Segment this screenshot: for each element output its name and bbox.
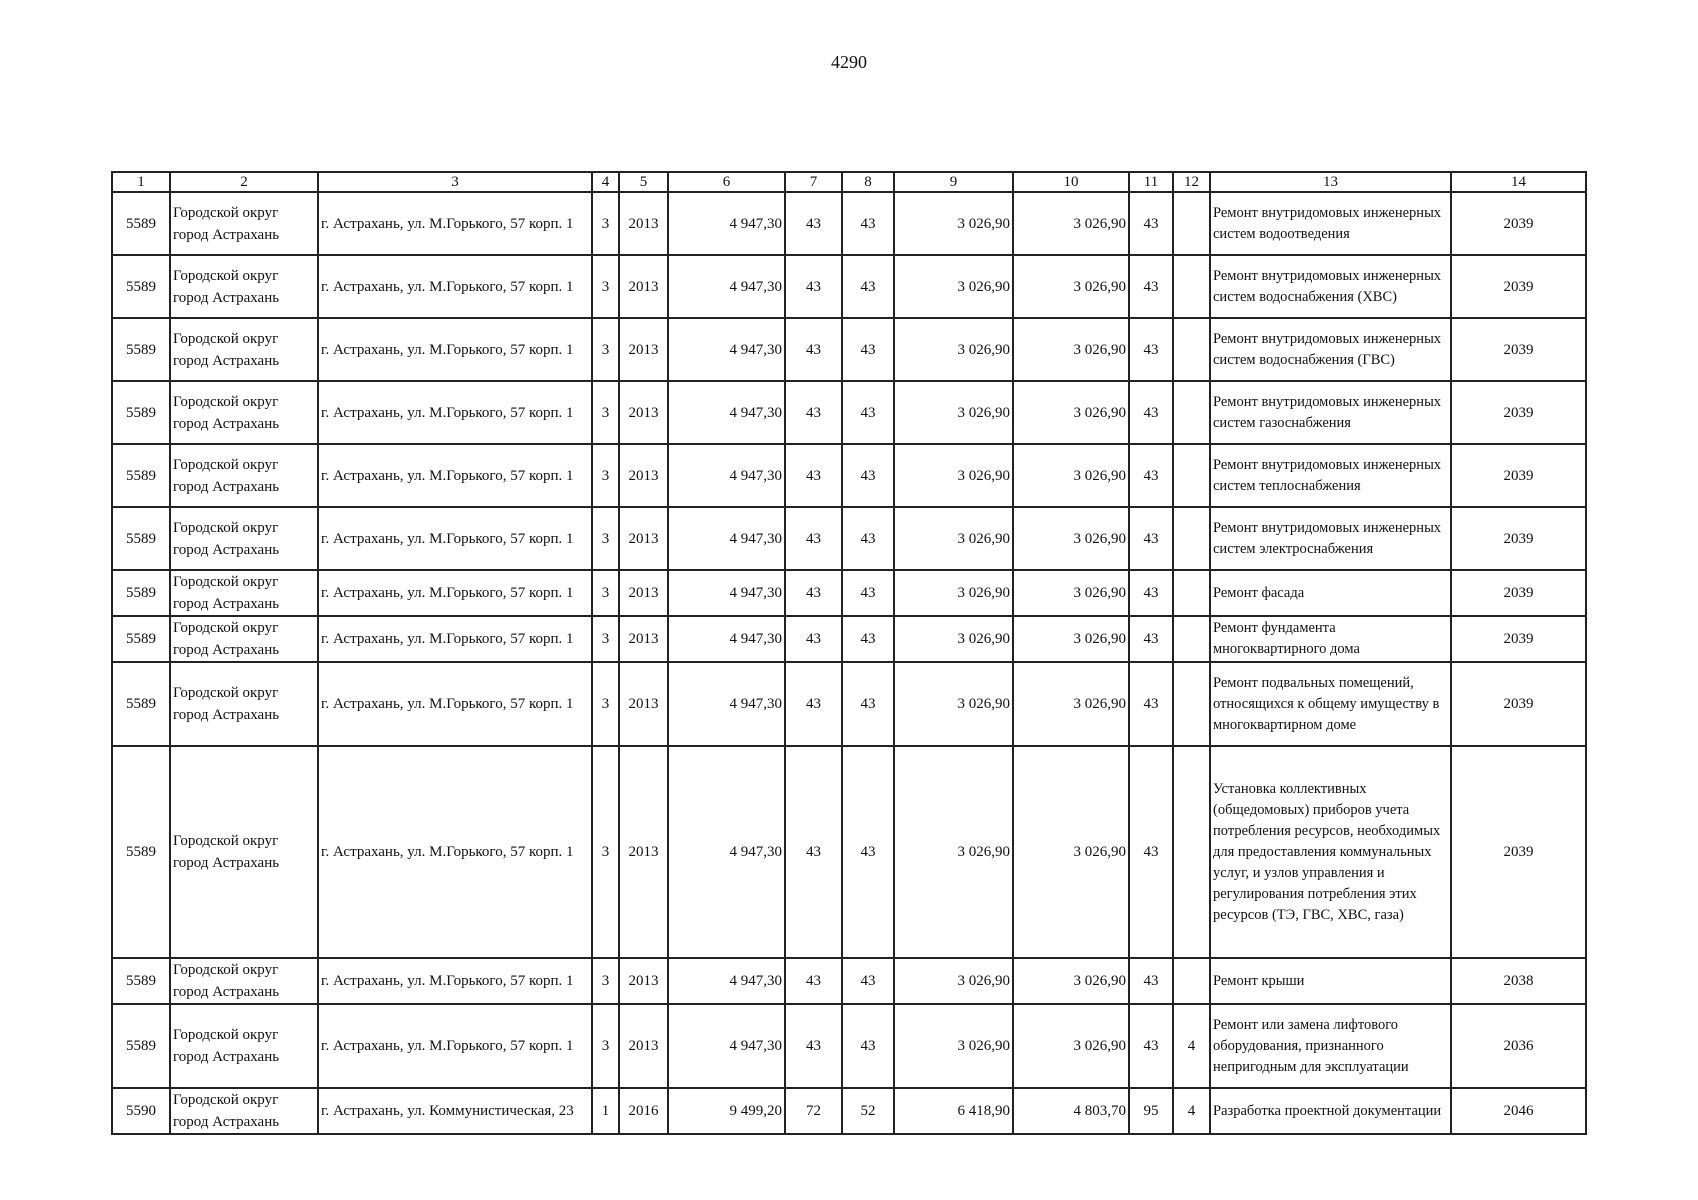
cell-row-number: 5589 xyxy=(112,662,170,746)
cell-col-11: 43 xyxy=(1129,746,1173,958)
col-header: 5 xyxy=(619,172,668,192)
table-row xyxy=(112,958,1586,1004)
cell-col-12 xyxy=(1173,381,1210,444)
cell-work-type: Ремонт внутридомовых инженерных систем электроснабжения xyxy=(1210,507,1451,570)
cell-col-12 xyxy=(1173,746,1210,958)
cell-year: 2013 xyxy=(619,958,668,1004)
cell-address: г. Астрахань, ул. М.Горького, 57 корп. 1 xyxy=(318,570,592,616)
cell-area-total: 4 947,30 xyxy=(668,507,785,570)
cell-col-11: 43 xyxy=(1129,255,1173,318)
table-row xyxy=(112,255,1586,318)
cell-col-8: 43 xyxy=(842,255,894,318)
col-header: 6 xyxy=(668,172,785,192)
cell-work-type: Установка коллективных (общедомовых) приборов учета потребления ресурсов, необходимых для предоставления коммунальных услуг, и узлов управления и регулирования потребления этих ресурсов (ТЭ, ГВС, ХВС, газа) xyxy=(1210,746,1451,958)
cell-col-12 xyxy=(1173,616,1210,662)
cell-planned-year: 2039 xyxy=(1451,192,1586,255)
cell-planned-year: 2036 xyxy=(1451,1004,1586,1088)
cell-col-8: 43 xyxy=(842,507,894,570)
cell-area-total: 4 947,30 xyxy=(668,318,785,381)
cell-area-10: 3 026,90 xyxy=(1013,1004,1129,1088)
cell-municipality: Городской округ город Астрахань xyxy=(170,381,318,444)
page-number: 4290 xyxy=(831,52,867,72)
cell-col-8: 43 xyxy=(842,958,894,1004)
table-row xyxy=(112,1088,1586,1134)
cell-area-9: 3 026,90 xyxy=(894,381,1013,444)
col-header: 11 xyxy=(1129,172,1173,192)
cell-area-10: 3 026,90 xyxy=(1013,318,1129,381)
cell-area-9: 3 026,90 xyxy=(894,192,1013,255)
cell-municipality: Городской округ город Астрахань xyxy=(170,507,318,570)
cell-address: г. Астрахань, ул. М.Горького, 57 корп. 1 xyxy=(318,444,592,507)
cell-planned-year: 2039 xyxy=(1451,746,1586,958)
cell-year: 2013 xyxy=(619,255,668,318)
cell-col-7: 43 xyxy=(785,746,842,958)
cell-area-10: 3 026,90 xyxy=(1013,746,1129,958)
cell-area-total: 4 947,30 xyxy=(668,958,785,1004)
cell-col-11: 95 xyxy=(1129,1088,1173,1134)
cell-planned-year: 2038 xyxy=(1451,958,1586,1004)
cell-planned-year: 2039 xyxy=(1451,570,1586,616)
cell-municipality: Городской округ город Астрахань xyxy=(170,662,318,746)
cell-work-type: Разработка проектной документации xyxy=(1210,1088,1451,1134)
table-row xyxy=(112,746,1586,958)
cell-area-10: 3 026,90 xyxy=(1013,507,1129,570)
col-header: 3 xyxy=(318,172,592,192)
cell-col-4: 3 xyxy=(592,444,619,507)
cell-col-11: 43 xyxy=(1129,444,1173,507)
cell-municipality: Городской округ город Астрахань xyxy=(170,1004,318,1088)
col-header: 9 xyxy=(894,172,1013,192)
cell-area-10: 3 026,90 xyxy=(1013,381,1129,444)
cell-area-9: 3 026,90 xyxy=(894,662,1013,746)
cell-col-12 xyxy=(1173,255,1210,318)
table-row xyxy=(112,381,1586,444)
cell-address: г. Астрахань, ул. М.Горького, 57 корп. 1 xyxy=(318,507,592,570)
cell-municipality: Городской округ город Астрахань xyxy=(170,1088,318,1134)
cell-year: 2013 xyxy=(619,444,668,507)
cell-municipality: Городской округ город Астрахань xyxy=(170,570,318,616)
cell-row-number: 5590 xyxy=(112,1088,170,1134)
cell-col-12 xyxy=(1173,662,1210,746)
cell-municipality: Городской округ город Астрахань xyxy=(170,958,318,1004)
cell-municipality: Городской округ город Астрахань xyxy=(170,616,318,662)
cell-col-4: 3 xyxy=(592,507,619,570)
cell-row-number: 5589 xyxy=(112,318,170,381)
col-header: 4 xyxy=(592,172,619,192)
cell-col-4: 3 xyxy=(592,192,619,255)
cell-planned-year: 2039 xyxy=(1451,381,1586,444)
cell-area-10: 3 026,90 xyxy=(1013,958,1129,1004)
cell-area-10: 4 803,70 xyxy=(1013,1088,1129,1134)
cell-col-7: 43 xyxy=(785,570,842,616)
cell-col-12 xyxy=(1173,570,1210,616)
cell-col-11: 43 xyxy=(1129,662,1173,746)
cell-col-8: 43 xyxy=(842,662,894,746)
cell-area-9: 3 026,90 xyxy=(894,958,1013,1004)
cell-col-11: 43 xyxy=(1129,318,1173,381)
cell-area-10: 3 026,90 xyxy=(1013,616,1129,662)
cell-area-9: 3 026,90 xyxy=(894,1004,1013,1088)
cell-work-type: Ремонт крыши xyxy=(1210,958,1451,1004)
cell-col-8: 43 xyxy=(842,381,894,444)
cell-col-12: 4 xyxy=(1173,1004,1210,1088)
cell-work-type: Ремонт внутридомовых инженерных систем газоснабжения xyxy=(1210,381,1451,444)
cell-col-8: 43 xyxy=(842,318,894,381)
col-header: 7 xyxy=(785,172,842,192)
cell-area-9: 3 026,90 xyxy=(894,255,1013,318)
cell-area-9: 3 026,90 xyxy=(894,616,1013,662)
cell-planned-year: 2039 xyxy=(1451,318,1586,381)
cell-work-type: Ремонт внутридомовых инженерных систем водоснабжения (ГВС) xyxy=(1210,318,1451,381)
cell-planned-year: 2039 xyxy=(1451,616,1586,662)
cell-area-9: 3 026,90 xyxy=(894,507,1013,570)
table-row xyxy=(112,192,1586,255)
cell-row-number: 5589 xyxy=(112,192,170,255)
cell-year: 2013 xyxy=(619,507,668,570)
cell-col-11: 43 xyxy=(1129,958,1173,1004)
cell-area-10: 3 026,90 xyxy=(1013,570,1129,616)
col-header: 14 xyxy=(1451,172,1586,192)
cell-address: г. Астрахань, ул. М.Горького, 57 корп. 1 xyxy=(318,958,592,1004)
cell-col-4: 3 xyxy=(592,746,619,958)
cell-row-number: 5589 xyxy=(112,1004,170,1088)
cell-col-11: 43 xyxy=(1129,1004,1173,1088)
cell-year: 2013 xyxy=(619,381,668,444)
cell-row-number: 5589 xyxy=(112,255,170,318)
cell-col-7: 43 xyxy=(785,192,842,255)
cell-col-8: 43 xyxy=(842,746,894,958)
cell-work-type: Ремонт фундамента многоквартирного дома xyxy=(1210,616,1451,662)
col-header: 1 xyxy=(112,172,170,192)
cell-col-8: 52 xyxy=(842,1088,894,1134)
cell-municipality: Городской округ город Астрахань xyxy=(170,255,318,318)
cell-municipality: Городской округ город Астрахань xyxy=(170,746,318,958)
cell-year: 2013 xyxy=(619,616,668,662)
cell-col-12 xyxy=(1173,192,1210,255)
cell-area-total: 4 947,30 xyxy=(668,1004,785,1088)
cell-municipality: Городской округ город Астрахань xyxy=(170,318,318,381)
cell-address: г. Астрахань, ул. М.Горького, 57 корп. 1 xyxy=(318,1004,592,1088)
cell-row-number: 5589 xyxy=(112,570,170,616)
cell-row-number: 5589 xyxy=(112,381,170,444)
cell-area-total: 4 947,30 xyxy=(668,381,785,444)
cell-col-4: 3 xyxy=(592,616,619,662)
cell-work-type: Ремонт внутридомовых инженерных систем водоснабжения (ХВС) xyxy=(1210,255,1451,318)
cell-year: 2013 xyxy=(619,570,668,616)
cell-address: г. Астрахань, ул. М.Горького, 57 корп. 1 xyxy=(318,616,592,662)
cell-col-8: 43 xyxy=(842,192,894,255)
cell-col-8: 43 xyxy=(842,616,894,662)
cell-col-11: 43 xyxy=(1129,507,1173,570)
cell-area-9: 3 026,90 xyxy=(894,746,1013,958)
cell-col-4: 3 xyxy=(592,958,619,1004)
cell-area-total: 4 947,30 xyxy=(668,444,785,507)
cell-col-4: 3 xyxy=(592,662,619,746)
cell-address: г. Астрахань, ул. М.Горького, 57 корп. 1 xyxy=(318,318,592,381)
cell-col-7: 43 xyxy=(785,318,842,381)
cell-address: г. Астрахань, ул. М.Горького, 57 корп. 1 xyxy=(318,381,592,444)
cell-area-9: 3 026,90 xyxy=(894,570,1013,616)
cell-planned-year: 2039 xyxy=(1451,662,1586,746)
cell-area-total: 4 947,30 xyxy=(668,255,785,318)
table-row xyxy=(112,1004,1586,1088)
cell-area-10: 3 026,90 xyxy=(1013,444,1129,507)
cell-row-number: 5589 xyxy=(112,507,170,570)
cell-row-number: 5589 xyxy=(112,958,170,1004)
cell-col-7: 43 xyxy=(785,444,842,507)
cell-planned-year: 2039 xyxy=(1451,255,1586,318)
cell-row-number: 5589 xyxy=(112,444,170,507)
cell-area-10: 3 026,90 xyxy=(1013,662,1129,746)
cell-col-8: 43 xyxy=(842,444,894,507)
cell-col-12: 4 xyxy=(1173,1088,1210,1134)
cell-work-type: Ремонт фасада xyxy=(1210,570,1451,616)
table-row xyxy=(112,444,1586,507)
cell-planned-year: 2046 xyxy=(1451,1088,1586,1134)
col-header: 13 xyxy=(1210,172,1451,192)
cell-address: г. Астрахань, ул. М.Горького, 57 корп. 1 xyxy=(318,192,592,255)
cell-col-8: 43 xyxy=(842,1004,894,1088)
cell-area-9: 3 026,90 xyxy=(894,444,1013,507)
cell-col-11: 43 xyxy=(1129,570,1173,616)
cell-area-total: 4 947,30 xyxy=(668,662,785,746)
cell-planned-year: 2039 xyxy=(1451,444,1586,507)
cell-work-type: Ремонт или замена лифтового оборудования, признанного непригодным для эксплуатации xyxy=(1210,1004,1451,1088)
cell-planned-year: 2039 xyxy=(1451,507,1586,570)
col-header: 12 xyxy=(1173,172,1210,192)
cell-address: г. Астрахань, ул. Коммунистическая, 23 xyxy=(318,1088,592,1134)
header-row xyxy=(112,172,1586,192)
cell-col-7: 43 xyxy=(785,381,842,444)
cell-work-type: Ремонт внутридомовых инженерных систем теплоснабжения xyxy=(1210,444,1451,507)
table-row xyxy=(112,662,1586,746)
cell-municipality: Городской округ город Астрахань xyxy=(170,192,318,255)
cell-col-12 xyxy=(1173,958,1210,1004)
cell-col-12 xyxy=(1173,444,1210,507)
cell-area-total: 4 947,30 xyxy=(668,570,785,616)
table-row xyxy=(112,570,1586,616)
col-header: 8 xyxy=(842,172,894,192)
table-row xyxy=(112,616,1586,662)
data-table xyxy=(111,171,1587,1135)
col-header: 2 xyxy=(170,172,318,192)
cell-col-7: 43 xyxy=(785,1004,842,1088)
table-row xyxy=(112,507,1586,570)
cell-col-8: 43 xyxy=(842,570,894,616)
cell-address: г. Астрахань, ул. М.Горького, 57 корп. 1 xyxy=(318,746,592,958)
cell-col-7: 43 xyxy=(785,616,842,662)
cell-col-4: 3 xyxy=(592,255,619,318)
cell-area-9: 3 026,90 xyxy=(894,318,1013,381)
cell-col-4: 1 xyxy=(592,1088,619,1134)
cell-col-7: 72 xyxy=(785,1088,842,1134)
table-row xyxy=(112,318,1586,381)
cell-col-7: 43 xyxy=(785,507,842,570)
cell-year: 2013 xyxy=(619,746,668,958)
cell-col-4: 3 xyxy=(592,1004,619,1088)
cell-year: 2013 xyxy=(619,318,668,381)
cell-col-7: 43 xyxy=(785,958,842,1004)
cell-area-total: 4 947,30 xyxy=(668,616,785,662)
cell-year: 2013 xyxy=(619,662,668,746)
cell-col-11: 43 xyxy=(1129,616,1173,662)
cell-col-12 xyxy=(1173,507,1210,570)
cell-work-type: Ремонт подвальных помещений, относящихся к общему имуществу в многоквартирном доме xyxy=(1210,662,1451,746)
cell-area-total: 9 499,20 xyxy=(668,1088,785,1134)
cell-area-10: 3 026,90 xyxy=(1013,255,1129,318)
cell-year: 2016 xyxy=(619,1088,668,1134)
cell-col-12 xyxy=(1173,318,1210,381)
col-header: 10 xyxy=(1013,172,1129,192)
cell-area-total: 4 947,30 xyxy=(668,746,785,958)
cell-address: г. Астрахань, ул. М.Горького, 57 корп. 1 xyxy=(318,255,592,318)
cell-col-7: 43 xyxy=(785,255,842,318)
cell-area-10: 3 026,90 xyxy=(1013,192,1129,255)
cell-year: 2013 xyxy=(619,192,668,255)
cell-year: 2013 xyxy=(619,1004,668,1088)
cell-col-7: 43 xyxy=(785,662,842,746)
cell-municipality: Городской округ город Астрахань xyxy=(170,444,318,507)
cell-address: г. Астрахань, ул. М.Горького, 57 корп. 1 xyxy=(318,662,592,746)
cell-row-number: 5589 xyxy=(112,746,170,958)
cell-col-4: 3 xyxy=(592,318,619,381)
cell-col-11: 43 xyxy=(1129,381,1173,444)
cell-col-11: 43 xyxy=(1129,192,1173,255)
cell-col-4: 3 xyxy=(592,381,619,444)
cell-col-4: 3 xyxy=(592,570,619,616)
cell-area-9: 6 418,90 xyxy=(894,1088,1013,1134)
cell-area-total: 4 947,30 xyxy=(668,192,785,255)
cell-row-number: 5589 xyxy=(112,616,170,662)
cell-work-type: Ремонт внутридомовых инженерных систем водоотведения xyxy=(1210,192,1451,255)
